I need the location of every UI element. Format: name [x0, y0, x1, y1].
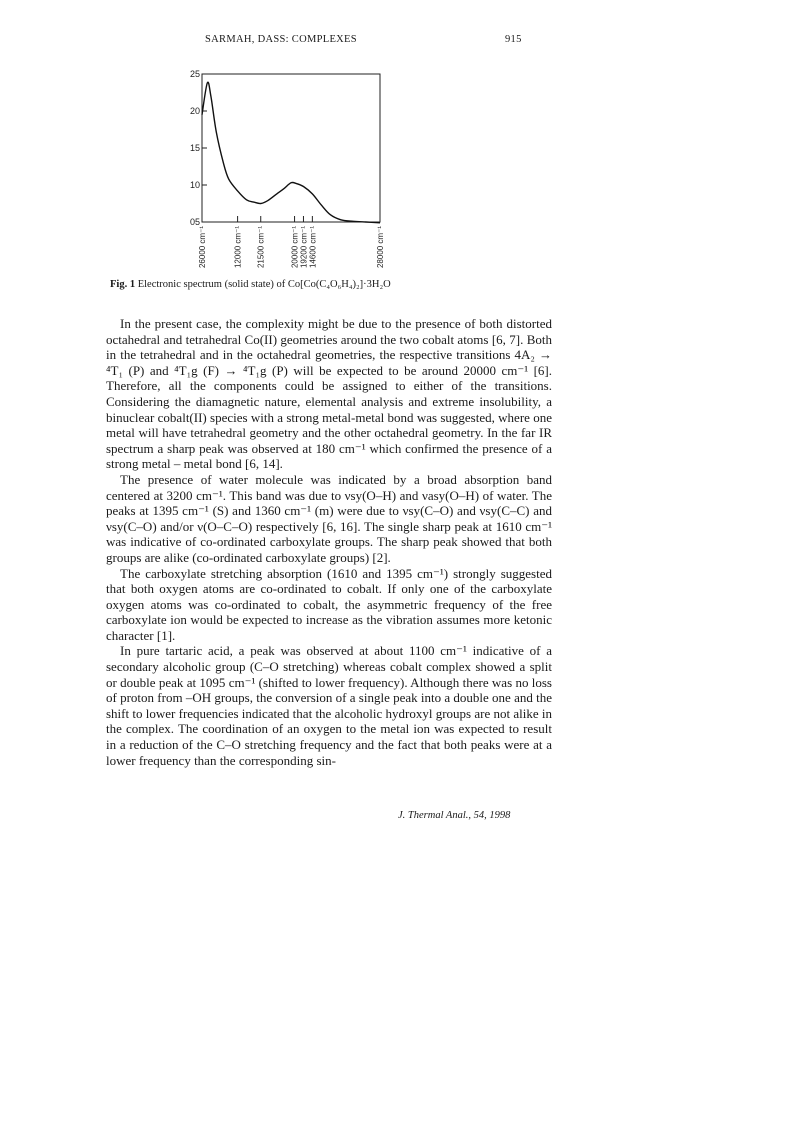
paragraph-4: In pure tartaric acid, a peak was observed at about 1100 cm⁻¹ indicative of a secondary alcoholic group (C–O stretching) whereas cobalt complex showed a split or double peak at 1095 cm⁻¹ (shifted to lower frequency). Although there was no loss of proton from –OH groups, the conversion of a single peak into a double one and the shift to lower frequencies indicated that the alcoholic hydroxyl groups are not alike in the complex. The coordination of an oxygen to the metal ion was expected to result in a reduction of the C–O stretching frequency and the fact that both peaks were at a lower frequency than the corresponding sin-: [106, 643, 552, 768]
x-tick-label: 12000 cm⁻¹: [233, 226, 243, 269]
article-body: [106, 316, 552, 768]
y-tick-label: 15: [189, 143, 200, 153]
running-title: SARMAH, DASS: COMPLEXES: [205, 34, 357, 45]
y-tick-label: 05: [189, 217, 200, 227]
plot-frame: [202, 74, 380, 222]
x-tick-label: 14600 cm⁻¹: [308, 226, 318, 269]
paragraph-1: In the present case, the complexity might be due to the presence of both distorted octahedral and tetrahedral Co(II) geometries around the two cobalt atoms [6, 7]. Both in the tetrahedral and in the octahedral geometries, the respective transitions 4A₂ → ⁴T₁ (P) and ⁴T₁g (F) → ⁴T₁g (P) will be expected to be around 20000 cm⁻¹ [6]. Therefore, all the components could be assigned to either of the transitions. Considering the diamagnetic nature, elemental analysis and extreme insolubility, a binuclear cobalt(II) species with a strong metal-metal bond was suggested, where one metal will have tetrahedral geometry and the other octahedral geometry. In the far IR spectrum a sharp peak was observed at 180 cm⁻¹ which confirmed the presence of a strong metal – metal bond [6, 14].: [106, 316, 552, 472]
x-tick-label: 28000 cm⁻¹: [376, 226, 385, 269]
x-tick-label: 26000 cm⁻¹: [198, 226, 207, 269]
journal-footer: J. Thermal Anal., 54, 1998: [398, 810, 511, 821]
y-tick-label: 20: [189, 106, 200, 116]
caption-label: Fig. 1: [110, 279, 136, 290]
y-tick-label: 10: [189, 180, 200, 190]
figure-1: [160, 66, 400, 278]
spectrum-chart: [160, 66, 400, 278]
running-head: [0, 34, 793, 48]
caption-text: Electronic spectrum (solid state) of Co[Co(C₄O₆H₄)₂]·3H₂O: [137, 279, 391, 290]
paragraph-2: The presence of water molecule was indicated by a broad absorption band centered at 3200 cm⁻¹. This band was due to νsy(O–H) and νasy(O–H) of water. The peaks at 1395 cm⁻¹ (S) and 1360 cm⁻¹ (m) were due to νsy(C–O) and νsy(C–C) and νsy(C–O) and/or ν(O–C–O) respectively [6, 16]. The single sharp peak at 1610 cm⁻¹ was indicative of co-ordinated carboxylate groups. The sharp peak showed that both groups are alike (co-ordinated carboxylate groups) [2].: [106, 471, 552, 565]
paragraph-3: The carboxylate stretching absorption (1610 and 1395 cm⁻¹) strongly suggested that both oxygen atoms are co-ordinated to cobalt. If only one of the carboxylate oxygen atoms was co-ordinated to cobalt, the asymmetric frequency of the free carboxylate ion would be expected to increase as the vibration assumes more ketonic character [1].: [106, 565, 552, 643]
page-number: 915: [505, 34, 522, 45]
x-tick-label: 19200 cm⁻¹: [299, 226, 309, 269]
x-tick-label: 21500 cm⁻¹: [256, 226, 266, 269]
spectrum-line: [202, 82, 380, 223]
figure-caption: [110, 279, 550, 290]
x-tick-label: 20000 cm⁻¹: [290, 226, 300, 269]
y-tick-label: 25: [189, 69, 200, 79]
